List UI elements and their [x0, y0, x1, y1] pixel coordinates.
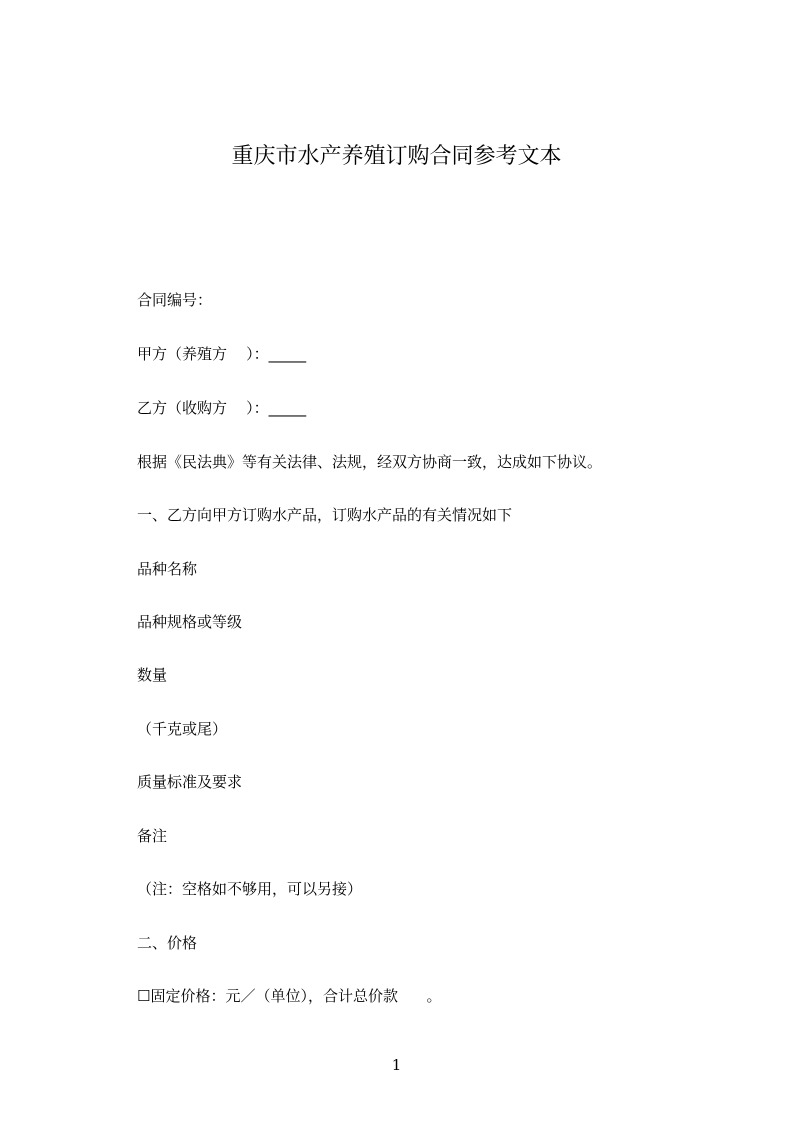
quantity-line: 数量	[137, 666, 168, 684]
quantity-unit-line: （千克或尾）	[137, 720, 228, 738]
preamble-line: 根据《民法典》等有关法律、法规，经双方协商一致，达成如下协议。	[137, 453, 603, 471]
party-b-line: 乙方（收购方 ）：_____	[137, 399, 307, 417]
contract-number-line: 合同编号：	[137, 291, 213, 309]
variety-name-line: 品种名称	[137, 560, 198, 578]
note-line: （注：空格如不够用，可以另接）	[137, 880, 363, 898]
variety-spec-line: 品种规格或等级	[137, 613, 243, 631]
fixed-price-line: ☐固定价格：元／（单位），合计总价款 。	[137, 987, 442, 1005]
page-number: 1	[391, 1056, 402, 1074]
remarks-line: 备注	[137, 827, 168, 845]
quality-standard-line: 质量标准及要求	[137, 773, 243, 791]
section-two-heading: 二、价格	[137, 934, 198, 952]
document-title: 重庆市水产养殖订购合同参考文本	[231, 144, 562, 169]
party-a-line: 甲方（养殖方 ）：_____	[137, 345, 307, 363]
section-one-heading: 一、乙方向甲方订购水产品，订购水产品的有关情况如下	[137, 506, 513, 524]
